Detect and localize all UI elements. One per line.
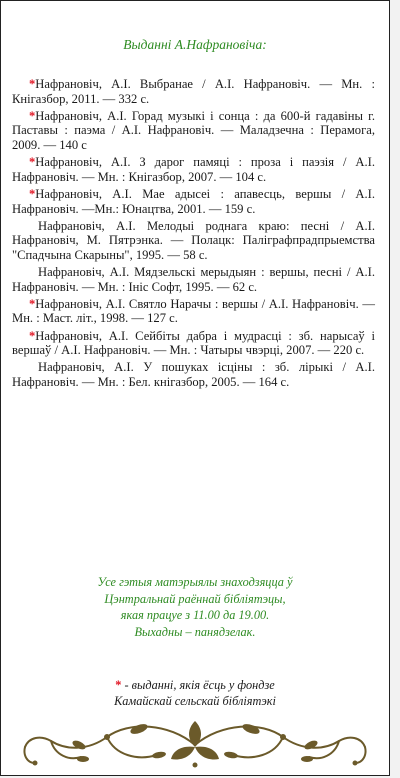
bibliography-entry: *Нафрановіч, А.І. Мае адысеі : апавесць, вершы / А.І. Нафрановіч. —Мн.: Юнацтва, 2001. — 159 с. [12, 186, 375, 216]
star-marker: * [115, 678, 122, 692]
floral-ornament-icon [19, 715, 371, 771]
library-notice [1, 574, 389, 640]
star-marker: * [29, 296, 36, 311]
notice-line: якая працуе з 11.00 да 19.00. [120, 608, 270, 622]
notice-line: Выхадны – панядзелак. [134, 624, 256, 639]
star-marker: * [29, 155, 36, 170]
section-heading: Выданні А.Нафрановіча: [123, 37, 267, 52]
bibliography-entry: *Нафрановіч, А.І. Горад музыкі і сонца : да 600-й гадавіны г. Паставы : паэма / А.І. Нафрановіч. — Маладзечна : Перамога, 2009. — 140 с [12, 108, 375, 152]
bibliography-entry: *Нафрановіч, А.І. Святло Нарачы : вершы / А.І. Нафрановіч. — Мн. : Маст. літ., 1998. — 127 с. [12, 296, 375, 326]
bibliography-list [12, 77, 375, 392]
bibliography-entry: *Нафрановіч, А.І. Выбранае / А.І. Нафрановіч. — Мн. : Кнігазбор, 2011. — 332 с. [12, 77, 375, 106]
bibliography-entry: *Нафрановіч, А.І. Сейбіты дабра і мудрасці : зб. нарысаў і вершаў / А.І. Нафрановіч. — Мн. : Чатыры чвэрці, 2007. — 220 с. [12, 328, 375, 358]
notice-line: Усе гэтыя матэрыялы знаходзяцца ў [97, 575, 293, 589]
bibliography-entry: Нафрановіч, А.І. Мелодыі роднага краю: песні / А.І. Нафрановіч, М. Пятрэнка. — Полацк: Паліграфпрадпрыемства "Спадчына Скарыны", 1995. — 58 с. [12, 218, 375, 262]
legend-line: * - выданні, якія ёсць у фондзе [115, 678, 275, 692]
legend-line: Камайскай сельскай бібліятэкі [114, 694, 276, 708]
bibliography-entry: Нафрановіч, А.І. Мядзельскі мерыдыян : вершы, песні / А.І. Нафрановіч. — Мн. : Ініс Софт, 1995. — 62 с. [12, 265, 375, 294]
bibliography-entry: *Нафрановіч, А.І. З дарог памяці : проза і паэзія / А.І. Нафрановіч. — Мн. : Кнігазбор, 2007. — 104 с. [12, 155, 375, 184]
star-legend [1, 677, 389, 709]
notice-line: Цэнтральнай раённай бібліятэцы, [104, 591, 286, 606]
bibliography-entry: Нафрановіч, А.І. У пошуках ісціны : зб. лірыкі / А.І. Нафрановіч. — Мн. : Бел. кнігазбор, 2005. — 164 с. [12, 360, 375, 390]
star-marker: * [29, 328, 36, 343]
star-marker: * [29, 108, 36, 123]
star-marker: * [29, 186, 36, 201]
star-marker: * [29, 77, 36, 91]
